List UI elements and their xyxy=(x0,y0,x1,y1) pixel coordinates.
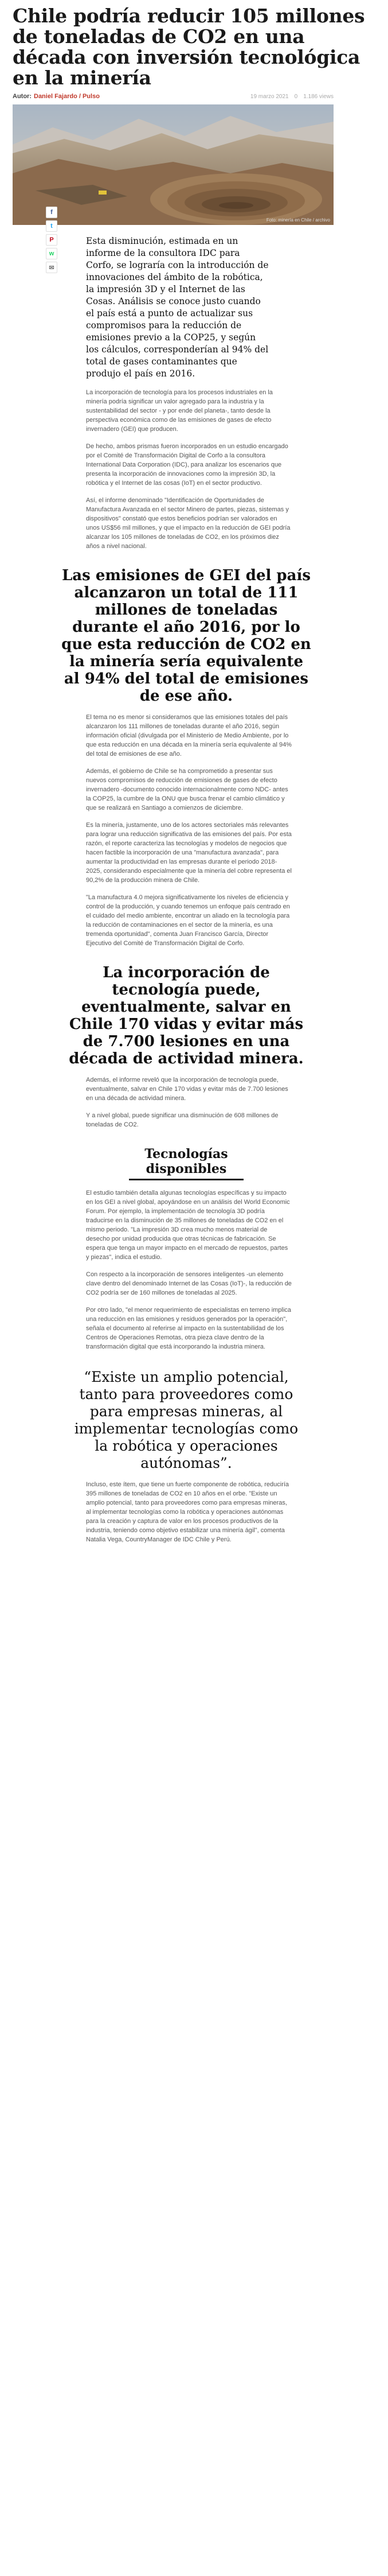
twitter-share-button[interactable]: t xyxy=(46,220,57,232)
article-body-5 xyxy=(86,1480,292,1544)
facebook-share-button[interactable]: f xyxy=(46,207,57,218)
mine-landscape-illustration xyxy=(13,104,334,225)
article-body-1 xyxy=(86,388,292,551)
paragraph: Además, el gobierno de Chile se ha comprometido a presentar sus nuevos compromisos de reducción de emisiones de gases de efecto invernadero -documento conocido internacionalmente como NDC- antes la COP25, la cumbre de la ONU que busca frenar el cambio climático y que se realizará en Santiago a comienzos de diciembre. xyxy=(86,768,288,811)
paragraph: La incorporación de tecnología para los procesos industriales en la minería podría significar un valor agregado para la industria y la sustentabilidad del sector - y por ende del planeta-, tanto desde la perspectiva económica como de las emisiones de gases de efecto invernadero (GEI) que producen. xyxy=(86,389,273,433)
paragraph: Es la minería, justamente, uno de los actores sectoriales más relevantes para lograr una reducción significativa de las emisiones del país. Por esta razón, el reporte caracteriza las tecnologías y modelos de negocios que hacen factible la incorporación de una "manufactura avanzada", para aumentar la productividad en las empresas durante el periodo 2018-2025, considerando especialmente que la minería del cobre representa el 90,2% de la producción minera de Chile. xyxy=(86,822,292,884)
paragraph: Por otro lado, "el menor requerimiento de especialistas en terreno implica una reducción en las emisiones y residuos generados por la operación", señala el documento al referirse al impacto en la sustentabilidad de los Centros de Operaciones Remotas, otra pieza clave dentro de la transformación digital que está incorporando la industria minera. xyxy=(86,1307,291,1350)
article-title: Chile podría reducir 105 millones de toneladas de CO2 en una década con inversión tecnológica en la minería xyxy=(13,5,365,89)
pinterest-share-button[interactable]: P xyxy=(46,234,57,246)
share-bar xyxy=(46,207,58,273)
paragraph: El tema no es menor si consideramos que las emisiones totales del país alcanzaron los 111 millones de toneladas durante el año 2016, según información oficial (divulgada por el Ministerio de Medio Ambiente, por lo que esta reducción en una década en la minería sería equivalente al 94% del total de emisiones de ese año. xyxy=(86,714,292,757)
pull-quote-emissions: Las emisiones de GEI del país alcanzaron un total de 111 millones de toneladas durante el año 2016, por lo que esta reducción de CO2 en la minería sería equivalente al 94% del total de emisiones de ese año. xyxy=(61,567,311,705)
author-link[interactable]: Daniel Fajardo / Pulso xyxy=(34,93,100,100)
date-text: 19 marzo 2021 xyxy=(250,93,289,100)
email-share-button[interactable]: ✉ xyxy=(46,262,57,273)
paragraph: De hecho, ambos prismas fueron incorporados en un estudio encargado por el Comité de Transformación Digital de Corfo a la consultora International Data Corporation (IDC), para analizar los escenarios que presenta la incorporación de innovaciones como la impresión 3D, la robótica y el Internet de las cosas (IoT) en el sector productivo. xyxy=(86,443,288,487)
meta-right xyxy=(250,94,334,100)
article-body-4 xyxy=(86,1188,292,1351)
paragraph: El estudio también detalla algunas tecnologías específicas y su impacto en los GEI a nivel global, apoyándose en un análisis del World Economic Forum. Por ejemplo, la implementación de tecnología 3D podría traducirse en la disminución de 35 millones de toneladas de CO2 en el mismo periodo. "La impresión 3D crea mucho menos material de desecho por unidad producida que otras técnicas de fabricación. Se espera que tenga un mayor impacto en el mercado de repuestos, partes y piezas", indica el estudio. xyxy=(86,1190,290,1261)
paragraph: Incluso, este ítem, que tiene un fuerte componente de robótica, reduciría 395 millones de toneladas de CO2 en 10 años en el orbe. "Existe un amplio potencial, tanto para proveedores como para empresas mineras, al implementar tecnologías como la robótica y operaciones autónomas para la creación y captura de valor en los procesos productivos de la industria, teniendo como objetivo estabilizar una minería ágil", comenta Natalia Vega, CountryManager de IDC Chile y Perú. xyxy=(86,1481,289,1543)
whatsapp-share-button[interactable]: w xyxy=(46,248,57,259)
paragraph: Además, el informe reveló que la incorporación de tecnología puede, eventualmente, salvar en Chile 170 vidas y evitar más de 7.700 lesiones en una década de actividad minera. xyxy=(86,1077,288,1102)
highlight-quote: “Existe un amplio potencial, tanto para proveedores como para empresas mineras, al implementar tecnologías como la robótica y operaciones autónomas”. xyxy=(74,1369,299,1471)
author-label: Autor: xyxy=(13,93,32,100)
section-heading-technologies: Tecnologías disponibles xyxy=(129,1147,244,1180)
pull-quote-safety: La incorporación de tecnología puede, eventualmente, salvar en Chile 170 vidas y evitar más de 7.700 lesiones en una década de actividad minera. xyxy=(69,964,304,1067)
paragraph: Con respecto a la incorporación de sensores inteligentes -un elemento clave dentro del denominado Internet de las Cosas (IoT)-, la reducción de CO2 podría ser de 160 millones de toneladas al 2025. xyxy=(86,1271,292,1296)
paragraph: Así, el informe denominado "Identificación de Oportunidades de Manufactura Avanzada en el sector Minero de partes, piezas, sistemas y dispositivos" constató que estos beneficios podrían ser valorados en unos US$56 mil millones, y que el impacto en la reducción de GEI podría alcanzar los 105 millones de toneladas de CO2, en los próximos diez años a nivel nacional. xyxy=(86,497,291,550)
views-count: 1.186 views xyxy=(303,93,334,100)
article-body-2 xyxy=(86,713,292,948)
article-lead: Esta disminución, estimada en un informe de la consultora IDC para Corfo, se lograría con la introducción de innovaciones del ámbito de la robótica, la impresión 3D y el Internet de las Cosas. Análisis se conoce justo cuando el país está a punto de actualizar sus compromisos para la reducción de emisiones previo a la COP25, y según los cálculos, corresponderían al 94% del total de gases contaminantes que produjo el país en 2016. xyxy=(86,236,269,379)
comments-count[interactable]: 0 xyxy=(294,93,298,100)
image-caption: Foto: minería en Chile / archivo xyxy=(266,217,330,223)
hero-image xyxy=(13,104,334,225)
article-body-3 xyxy=(86,1075,292,1129)
paragraph: "La manufactura 4.0 mejora significativamente los niveles de eficiencia y control de la producción, y cuando tenemos un enfoque país centrado en el cuidado del medio ambiente, encontrar un aliado en la tecnología para la reducción de contaminaciones en el sector de la minería, es una tremenda oportunidad", comenta Juan Francisco García, Director Ejecutivo del Comité de Transformación Digital de Corfo. xyxy=(86,894,290,947)
paragraph: Y a nivel global, puede significar una disminución de 608 millones de toneladas de CO2. xyxy=(86,1112,279,1128)
article-meta xyxy=(13,93,334,100)
